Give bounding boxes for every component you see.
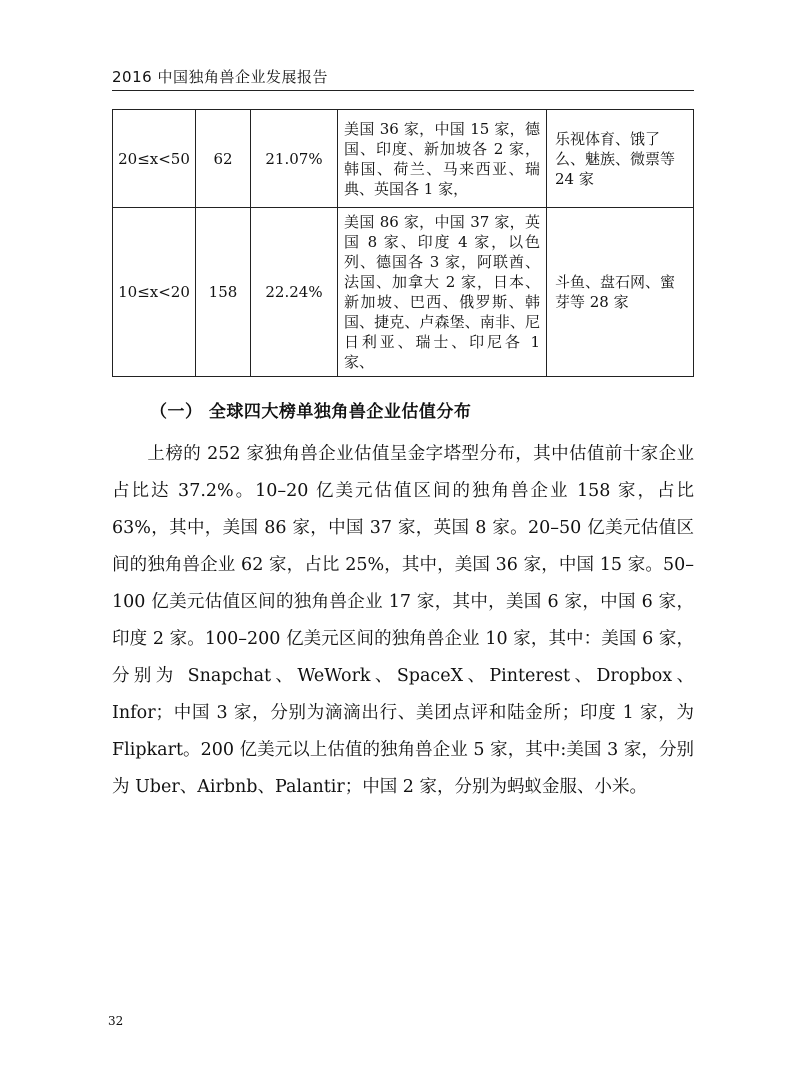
ratio-cell: 22.24% (251, 208, 338, 377)
ratio-cell: 21.07% (251, 110, 338, 208)
running-header: 2016 中国独角兽企业发展报告 (112, 68, 328, 86)
example-companies-cell: 斗鱼、盘石网、蜜芽等 28 家 (547, 208, 694, 377)
example-companies-cell: 乐视体育、饿了么、魅族、微票等 24 家 (547, 110, 694, 208)
page-number: 32 (108, 1014, 124, 1028)
header-divider (112, 90, 694, 91)
country-distribution-cell: 美国 86 家，中国 37 家，英国 8 家、印度 4 家，以色列、德国各 3 家，阿联酋、法国、加拿大 2 家，日本、新加坡、巴西、俄罗斯、韩国、捷克、卢森堡、南非、尼日利亚、瑞士、印尼各 1 家、 (338, 208, 547, 377)
table-row (113, 110, 694, 208)
valuation-table (112, 109, 694, 377)
valuation-range-cell: 20≤x<50 (113, 110, 196, 208)
company-count-cell: 158 (196, 208, 251, 377)
section-heading: （一） 全球四大榜单独角兽企业估值分布 (150, 402, 472, 422)
country-distribution-cell: 美国 36 家，中国 15 家，德国、印度、新加坡各 2 家，韩国、荷兰、马来西亚、瑞典、英国各 1 家， (338, 110, 547, 208)
body-paragraph-text: 上榜的 252 家独角兽企业估值呈金字塔型分布，其中估值前十家企业占比达 37.2%。10–20 亿美元估值区间的独角兽企业 158 家，占比 63%，其中，美国 86 家，中国 37 家，英国 8 家。20–50 亿美元估值区间的独角兽企业 62 家，占比 25%，其中，美国 36 家，中国 15 家。50–100 亿美元估值区间的独角兽企业 17 家，其中，美国 6 家，中国 6 家，印度 2 家。100–200 亿美元区间的独角兽企业 10 家，其中：美国 6 家，分别为 Snapchat、WeWork、SpaceX、Pinterest、Dropbox、Infor；中国 3 家，分别为滴滴出行、美团点评和陆金所；印度 1 家，为 Flipkart。200 亿美元以上估值的独角兽企业 5 家，其中:美国 3 家，分别为 Uber、Airbnb、Palantir；中国 2 家，分别为蚂蚁金服、小米。 (112, 444, 694, 797)
company-count-cell: 62 (196, 110, 251, 208)
table-row (113, 208, 694, 377)
valuation-range-cell: 10≤x<20 (113, 208, 196, 377)
body-paragraph (112, 436, 694, 806)
